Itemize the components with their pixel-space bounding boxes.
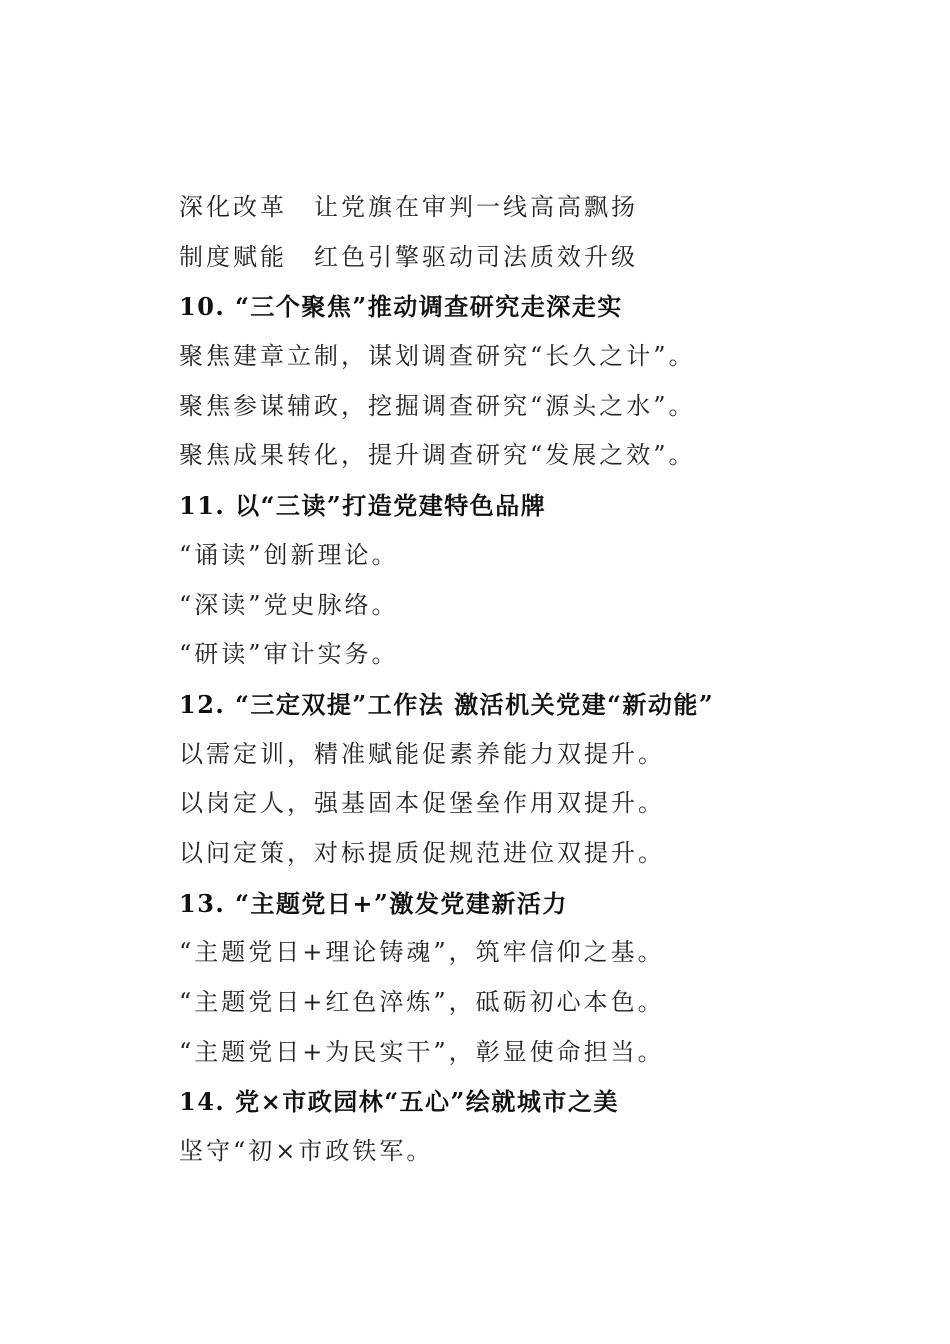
body-line: “主题党日+为民实干”，彰显使命担当。 [179, 1037, 665, 1066]
body-line: 聚焦参谋辅政，挖掘调查研究“源头之水”。 [179, 391, 696, 420]
body-line: 深化改革 让党旗在审判一线高高飘扬 [179, 193, 638, 221]
section-heading: 10. “三个聚焦”推动调查研究走深走实 [179, 292, 623, 322]
body-line: 以需定训，精准赋能促素养能力双提升。 [179, 739, 665, 768]
document-body [179, 183, 879, 1177]
body-line: “主题党日+红色淬炼”，砥砺初心本色。 [179, 988, 665, 1016]
body-line: 聚焦建章立制，谋划调查研究“长久之计”。 [179, 342, 696, 371]
body-line: “主题党日+理论铸魂”，筑牢信仰之基。 [179, 938, 665, 967]
section-heading: 12. “三定双提”工作法 激活机关党建“新动能” [179, 689, 715, 719]
body-line: “深读”党史脉络。 [179, 590, 399, 619]
section-heading: 14. 党×市政园林“五心”绘就城市之美 [179, 1087, 619, 1117]
body-line: “研读”审计实务。 [179, 640, 399, 669]
body-line: 制度赋能 红色引擎驱动司法质效升级 [179, 242, 638, 271]
body-line: “诵读”创新理论。 [179, 540, 399, 569]
section-heading: 13. “主题党日+”激发党建新活力 [179, 888, 568, 918]
section-heading: 11. 以“三读”打造党建特色品牌 [179, 491, 547, 521]
body-line: 坚守“初×市政铁军。 [179, 1137, 434, 1166]
body-line: 以岗定人，强基固本促堡垒作用双提升。 [179, 789, 665, 818]
body-line: 聚焦成果转化，提升调查研究“发展之效”。 [179, 441, 696, 470]
body-line: 以问定策，对标提质促规范进位双提升。 [179, 838, 665, 867]
